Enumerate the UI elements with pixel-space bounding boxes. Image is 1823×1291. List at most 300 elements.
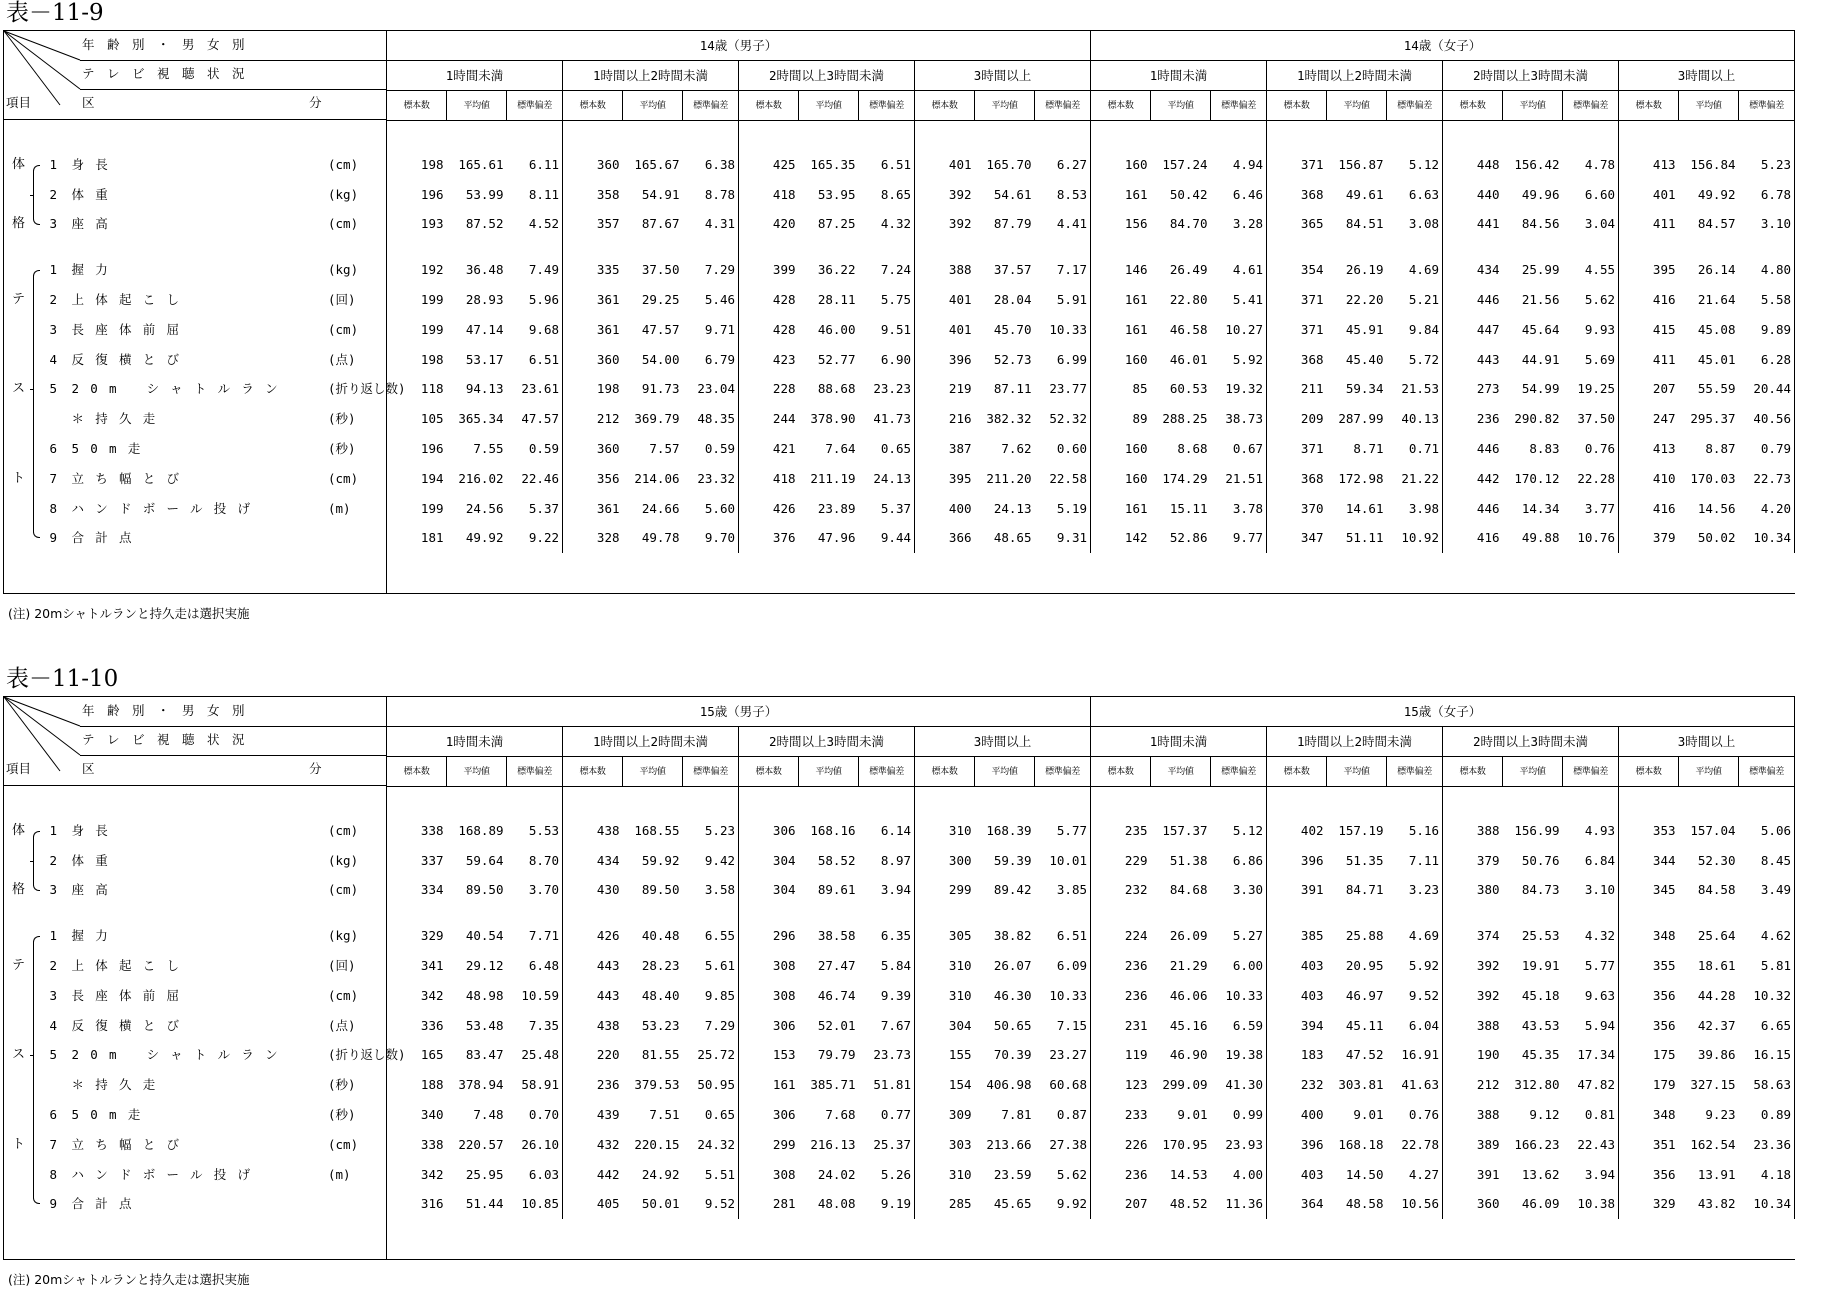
value-cell: 338 <box>420 822 444 838</box>
value-cell: 6.00 <box>1211 951 1267 981</box>
category-cell <box>4 1041 42 1071</box>
value-cell: 4.31 <box>683 210 739 240</box>
spacer-cell <box>42 239 387 255</box>
value-cell: 3.28 <box>1211 210 1267 240</box>
category-label: ス <box>12 381 26 397</box>
table-row <box>4 1190 1795 1220</box>
category-cell <box>4 180 42 210</box>
value-cell: 84.58 <box>1697 882 1736 898</box>
stat-label-header: 平均値 <box>1327 91 1387 121</box>
value-cell: 165.70 <box>986 156 1032 172</box>
spacer-cell <box>4 239 42 255</box>
item-cell <box>42 180 387 210</box>
item <box>42 404 387 434</box>
corner-label-tv: テ レ ビ 視 聴 状 況 <box>82 66 245 81</box>
category-cell <box>4 1011 42 1041</box>
value-cell: 155 <box>948 1047 972 1063</box>
value-cell: 448 <box>1476 156 1500 172</box>
item-cell <box>42 1011 387 1041</box>
brace-line <box>33 345 40 375</box>
stat-label-header: 標準偏差 <box>683 757 739 787</box>
value-cell: 6.14 <box>859 816 915 846</box>
value-cell: 13.91 <box>1697 1166 1736 1182</box>
item-cell <box>42 876 387 906</box>
value-cell: 401 <box>948 321 972 337</box>
stat-label-header: 標準偏差 <box>1387 91 1443 121</box>
value-cell: 196 <box>420 441 444 457</box>
item <box>42 255 387 285</box>
item <box>42 375 406 405</box>
value-cell: 3.77 <box>1563 494 1619 524</box>
value-cell: 157.19 <box>1338 822 1384 838</box>
value-cell: 10.33 <box>1211 981 1267 1011</box>
value-cell: 0.77 <box>859 1100 915 1130</box>
spacer-cell <box>447 787 507 817</box>
brace-line <box>33 1130 40 1160</box>
table-note: (注) 20mシャトルランと持久走は選択実施 <box>8 606 250 621</box>
value-cell: 10.27 <box>1211 315 1267 345</box>
brace-line <box>33 981 40 1011</box>
value-cell: 9.39 <box>859 981 915 1011</box>
value-cell: 46.30 <box>993 987 1032 1003</box>
value-cell: 53.48 <box>465 1017 504 1033</box>
spacer-cell <box>915 553 975 594</box>
value-cell: 5.84 <box>859 951 915 981</box>
item-number: 3 <box>49 987 58 1003</box>
stat-label-header: 標本数 <box>1091 757 1151 787</box>
value-cell: 44.28 <box>1697 987 1736 1003</box>
value-cell: 19.38 <box>1211 1041 1267 1071</box>
value-cell: 416 <box>1652 292 1676 308</box>
item-unit: (秒) <box>328 441 356 457</box>
value-cell: 24.92 <box>641 1166 680 1182</box>
value-cell: 59.92 <box>641 852 680 868</box>
item-name: 体重 <box>71 186 120 202</box>
value-cell: 7.29 <box>683 255 739 285</box>
spacer-cell <box>1443 553 1503 594</box>
spacer-cell <box>683 239 739 255</box>
value-cell: 220.15 <box>634 1136 680 1152</box>
value-cell: 360 <box>596 441 620 457</box>
value-cell: 45.65 <box>993 1196 1032 1212</box>
value-cell: 392 <box>1476 987 1500 1003</box>
value-cell: 410 <box>1652 470 1676 486</box>
stat-label-header: 平均値 <box>975 91 1035 121</box>
value-cell: 416 <box>1652 500 1676 516</box>
value-cell: 53.23 <box>641 1017 680 1033</box>
value-cell: 24.32 <box>683 1130 739 1160</box>
spacer-cell <box>1211 553 1267 594</box>
item-cell <box>42 404 387 434</box>
value-cell: 181 <box>420 530 444 546</box>
value-cell: 14.34 <box>1521 500 1560 516</box>
spacer-cell <box>1091 905 1151 921</box>
value-cell: 0.67 <box>1211 434 1267 464</box>
item-unit: (秒) <box>328 411 356 427</box>
value-cell: 7.55 <box>473 441 504 457</box>
spacer-cell <box>1267 239 1327 255</box>
item-unit: (点) <box>328 351 356 367</box>
value-cell: 376 <box>772 530 796 546</box>
value-cell: 3.85 <box>1035 876 1091 906</box>
value-cell: 199 <box>420 321 444 337</box>
value-cell: 48.98 <box>465 987 504 1003</box>
gender-group-header: 14歳（女子） <box>1091 31 1795 61</box>
value-cell: 41.30 <box>1211 1070 1267 1100</box>
item-cell <box>42 464 387 494</box>
table-row <box>4 464 1795 494</box>
value-cell: 6.03 <box>507 1160 563 1190</box>
value-cell: 358 <box>596 186 620 202</box>
item-name: 合計点 <box>71 530 143 546</box>
value-cell: 38.73 <box>1211 404 1267 434</box>
spacer-cell <box>859 553 915 594</box>
value-cell: 198 <box>596 381 620 397</box>
value-cell: 89.50 <box>465 882 504 898</box>
value-cell: 45.70 <box>993 321 1032 337</box>
value-cell: 6.09 <box>1035 951 1091 981</box>
value-cell: 36.22 <box>817 262 856 278</box>
value-cell: 231 <box>1124 1017 1148 1033</box>
spacer-cell <box>799 1219 859 1260</box>
value-cell: 23.59 <box>993 1166 1032 1182</box>
spacer-cell <box>915 121 975 151</box>
value-cell: 341 <box>420 958 444 974</box>
spacer-cell <box>623 121 683 151</box>
spacer-cell <box>859 121 915 151</box>
value-cell: 46.58 <box>1169 321 1208 337</box>
value-cell: 316 <box>420 1196 444 1212</box>
item-name: 長座体前屈 <box>71 987 191 1003</box>
value-cell: 9.01 <box>1353 1107 1384 1123</box>
stat-label-header: 標準偏差 <box>683 91 739 121</box>
item-cell <box>42 816 387 846</box>
value-cell: 46.00 <box>817 321 856 337</box>
brace-line <box>33 494 40 524</box>
item-number: 7 <box>49 1136 58 1152</box>
brace-tip <box>30 389 34 390</box>
value-cell: 356 <box>596 470 620 486</box>
value-cell: 5.92 <box>1387 951 1443 981</box>
value-cell: 25.88 <box>1345 928 1384 944</box>
item-name: 反復横とび <box>71 1017 191 1033</box>
spacer-cell <box>859 905 915 921</box>
value-cell: 0.99 <box>1211 1100 1267 1130</box>
category-label: ス <box>12 1047 26 1063</box>
spacer-cell <box>447 905 507 921</box>
value-cell: 374 <box>1476 928 1500 944</box>
spacer-cell <box>387 787 447 817</box>
item-name: 身長 <box>71 822 120 838</box>
value-cell: 192 <box>420 262 444 278</box>
value-cell: 193 <box>420 216 444 232</box>
value-cell: 156.84 <box>1690 156 1736 172</box>
header-corner <box>4 31 387 121</box>
value-cell: 5.62 <box>1563 285 1619 315</box>
value-cell: 6.51 <box>859 150 915 180</box>
value-cell: 46.90 <box>1169 1047 1208 1063</box>
item <box>42 345 387 375</box>
value-cell: 4.32 <box>1563 921 1619 951</box>
corner-label-ku: 区 <box>82 95 95 110</box>
table-row <box>4 1070 1795 1100</box>
value-cell: 10.33 <box>1035 315 1091 345</box>
value-cell: 442 <box>596 1166 620 1182</box>
value-cell: 7.24 <box>859 255 915 285</box>
value-cell: 212 <box>596 411 620 427</box>
value-cell: 51.35 <box>1345 852 1384 868</box>
value-cell: 47.57 <box>507 404 563 434</box>
spacer-cell <box>1267 905 1327 921</box>
value-cell: 25.99 <box>1521 262 1560 278</box>
value-cell: 442 <box>1476 470 1500 486</box>
value-cell: 273 <box>1476 381 1500 397</box>
item <box>42 494 387 524</box>
spacer-cell <box>799 905 859 921</box>
value-cell: 411 <box>1652 351 1676 367</box>
value-cell: 21.53 <box>1387 375 1443 405</box>
value-cell: 37.50 <box>1563 404 1619 434</box>
table-row <box>4 816 1795 846</box>
spacer-cell <box>799 787 859 817</box>
value-cell: 438 <box>596 822 620 838</box>
value-cell: 306 <box>772 1107 796 1123</box>
value-cell: 13.62 <box>1521 1166 1560 1182</box>
corner-label-ku: 区 <box>82 761 95 776</box>
value-cell: 0.79 <box>1739 434 1795 464</box>
value-cell: 6.04 <box>1387 1011 1443 1041</box>
spacer-cell <box>1679 121 1739 151</box>
spacer-cell <box>1387 553 1443 594</box>
value-cell: 19.25 <box>1563 375 1619 405</box>
category-label: テ <box>12 292 26 308</box>
spacer-cell <box>1563 553 1619 594</box>
stat-label-header: 標本数 <box>1267 91 1327 121</box>
table-row <box>4 434 1795 464</box>
value-cell: 401 <box>1652 186 1676 202</box>
item-cell <box>42 315 387 345</box>
value-cell: 119 <box>1124 1047 1148 1063</box>
item-number: 6 <box>49 1107 58 1123</box>
spacer-cell <box>507 1219 563 1260</box>
value-cell: 443 <box>596 987 620 1003</box>
value-cell: 303 <box>948 1136 972 1152</box>
item-cell <box>42 150 387 180</box>
brace-line <box>33 434 40 464</box>
value-cell: 48.58 <box>1345 1196 1384 1212</box>
value-cell: 39.86 <box>1697 1047 1736 1063</box>
value-cell: 3.78 <box>1211 494 1267 524</box>
spacer-cell <box>1035 905 1091 921</box>
value-cell: 6.11 <box>507 150 563 180</box>
item-unit: (折り返し数) <box>328 1047 406 1063</box>
value-cell: 356 <box>1652 1166 1676 1182</box>
value-cell: 196 <box>420 186 444 202</box>
spacer-row <box>4 239 1795 255</box>
spacer-cell <box>1679 553 1739 594</box>
spacer-cell <box>1739 1219 1795 1260</box>
value-cell: 161 <box>1124 292 1148 308</box>
spacer-cell <box>1739 905 1795 921</box>
brace-tip <box>30 1055 34 1056</box>
spacer-cell <box>1151 553 1211 594</box>
value-cell: 396 <box>1300 1136 1324 1152</box>
brace-line <box>33 180 40 210</box>
value-cell: 385 <box>1300 928 1324 944</box>
value-cell: 29.25 <box>641 292 680 308</box>
stat-label-header: 平均値 <box>623 757 683 787</box>
tv-duration-header: 1時間未満 <box>1091 727 1267 757</box>
stat-label-header: 平均値 <box>1679 757 1739 787</box>
item-number: 3 <box>49 882 58 898</box>
value-cell: 7.35 <box>507 1011 563 1041</box>
value-cell: 6.59 <box>1211 1011 1267 1041</box>
item-number: 2 <box>49 958 58 974</box>
spacer-cell <box>447 1219 507 1260</box>
value-cell: 213.66 <box>986 1136 1032 1152</box>
corner-label-bun: 分 <box>309 95 322 110</box>
value-cell: 47.52 <box>1345 1047 1384 1063</box>
item-number: 8 <box>49 1166 58 1182</box>
value-cell: 17.34 <box>1563 1041 1619 1071</box>
value-cell: 290.82 <box>1514 411 1560 427</box>
value-cell: 0.70 <box>507 1100 563 1130</box>
value-cell: 400 <box>1300 1107 1324 1123</box>
value-cell: 428 <box>772 292 796 308</box>
value-cell: 5.60 <box>683 494 739 524</box>
value-cell: 446 <box>1476 441 1500 457</box>
value-cell: 10.56 <box>1387 1190 1443 1220</box>
value-cell: 4.69 <box>1387 921 1443 951</box>
value-cell: 406.98 <box>986 1077 1032 1093</box>
item-unit: (cm) <box>328 1136 359 1152</box>
value-cell: 48.52 <box>1169 1196 1208 1212</box>
category-cell <box>4 951 42 981</box>
value-cell: 304 <box>772 852 796 868</box>
value-cell: 27.47 <box>817 958 856 974</box>
spacer-cell <box>4 121 42 151</box>
value-cell: 166.23 <box>1514 1136 1560 1152</box>
value-cell: 52.30 <box>1697 852 1736 868</box>
category-cell <box>4 1100 42 1130</box>
value-cell: 156.42 <box>1514 156 1560 172</box>
value-cell: 55.59 <box>1697 381 1736 397</box>
value-cell: 87.11 <box>993 381 1032 397</box>
category-cell <box>4 464 42 494</box>
value-cell: 299 <box>948 882 972 898</box>
category-cell <box>4 210 42 240</box>
value-cell: 29.12 <box>465 958 504 974</box>
value-cell: 42.37 <box>1697 1017 1736 1033</box>
value-cell: 36.48 <box>465 262 504 278</box>
value-cell: 14.50 <box>1345 1166 1384 1182</box>
item <box>42 1100 387 1130</box>
item-number: 7 <box>49 470 58 486</box>
value-cell: 371 <box>1300 441 1324 457</box>
value-cell: 22.46 <box>507 464 563 494</box>
value-cell: 79.79 <box>817 1047 856 1063</box>
brace-line <box>33 315 40 345</box>
table-row <box>4 1160 1795 1190</box>
value-cell: 336 <box>420 1017 444 1033</box>
table-row <box>4 255 1795 285</box>
item-name: 50m走 <box>71 441 152 457</box>
value-cell: 45.64 <box>1521 321 1560 337</box>
value-cell: 5.12 <box>1387 150 1443 180</box>
value-cell: 10.38 <box>1563 1190 1619 1220</box>
value-cell: 219 <box>948 381 972 397</box>
value-cell: 8.45 <box>1739 846 1795 876</box>
value-cell: 9.84 <box>1387 315 1443 345</box>
tv-duration-header: 1時間未満 <box>1091 61 1267 91</box>
spacer-cell <box>1327 121 1387 151</box>
table-row <box>4 210 1795 240</box>
value-cell: 41.73 <box>859 404 915 434</box>
value-cell: 23.23 <box>859 375 915 405</box>
item-name: 立ち幅とび <box>71 470 191 486</box>
value-cell: 6.84 <box>1563 846 1619 876</box>
value-cell: 423 <box>772 351 796 367</box>
value-cell: 9.70 <box>683 524 739 554</box>
value-cell: 6.35 <box>859 921 915 951</box>
value-cell: 142 <box>1124 530 1148 546</box>
value-cell: 24.02 <box>817 1166 856 1182</box>
value-cell: 52.77 <box>817 351 856 367</box>
item-cell <box>42 951 387 981</box>
value-cell: 379 <box>1652 530 1676 546</box>
value-cell: 49.61 <box>1345 186 1384 202</box>
brace-line <box>33 270 40 285</box>
value-cell: 7.11 <box>1387 846 1443 876</box>
value-cell: 9.77 <box>1211 524 1267 554</box>
value-cell: 5.26 <box>859 1160 915 1190</box>
value-cell: 394 <box>1300 1017 1324 1033</box>
item-unit: (点) <box>328 1017 356 1033</box>
spacer-cell <box>42 905 387 921</box>
value-cell: 420 <box>772 216 796 232</box>
table-row <box>4 1100 1795 1130</box>
item-cell <box>42 846 387 876</box>
value-cell: 40.13 <box>1387 404 1443 434</box>
spacer-cell <box>1739 553 1795 594</box>
value-cell: 7.64 <box>825 441 856 457</box>
spacer-cell <box>975 1219 1035 1260</box>
value-cell: 348 <box>1652 1107 1676 1123</box>
value-cell: 10.85 <box>507 1190 563 1220</box>
value-cell: 392 <box>1476 958 1500 974</box>
value-cell: 22.20 <box>1345 292 1384 308</box>
value-cell: 89.61 <box>817 882 856 898</box>
value-cell: 87.67 <box>641 216 680 232</box>
spacer-cell <box>1091 121 1151 151</box>
value-cell: 396 <box>948 351 972 367</box>
value-cell: 43.82 <box>1697 1196 1736 1212</box>
value-cell: 4.69 <box>1387 255 1443 285</box>
value-cell: 7.15 <box>1035 1011 1091 1041</box>
stat-label-header: 標本数 <box>1091 91 1151 121</box>
value-cell: 7.62 <box>1001 441 1032 457</box>
spacer-cell <box>859 239 915 255</box>
value-cell: 22.28 <box>1563 464 1619 494</box>
spacer-cell <box>4 553 42 594</box>
value-cell: 24.66 <box>641 500 680 516</box>
corner-label-item: 項目 <box>6 95 32 110</box>
value-cell: 5.94 <box>1563 1011 1619 1041</box>
stat-label-header: 標本数 <box>1619 91 1679 121</box>
data-table <box>3 30 1795 594</box>
spacer-cell <box>447 121 507 151</box>
value-cell: 22.73 <box>1739 464 1795 494</box>
